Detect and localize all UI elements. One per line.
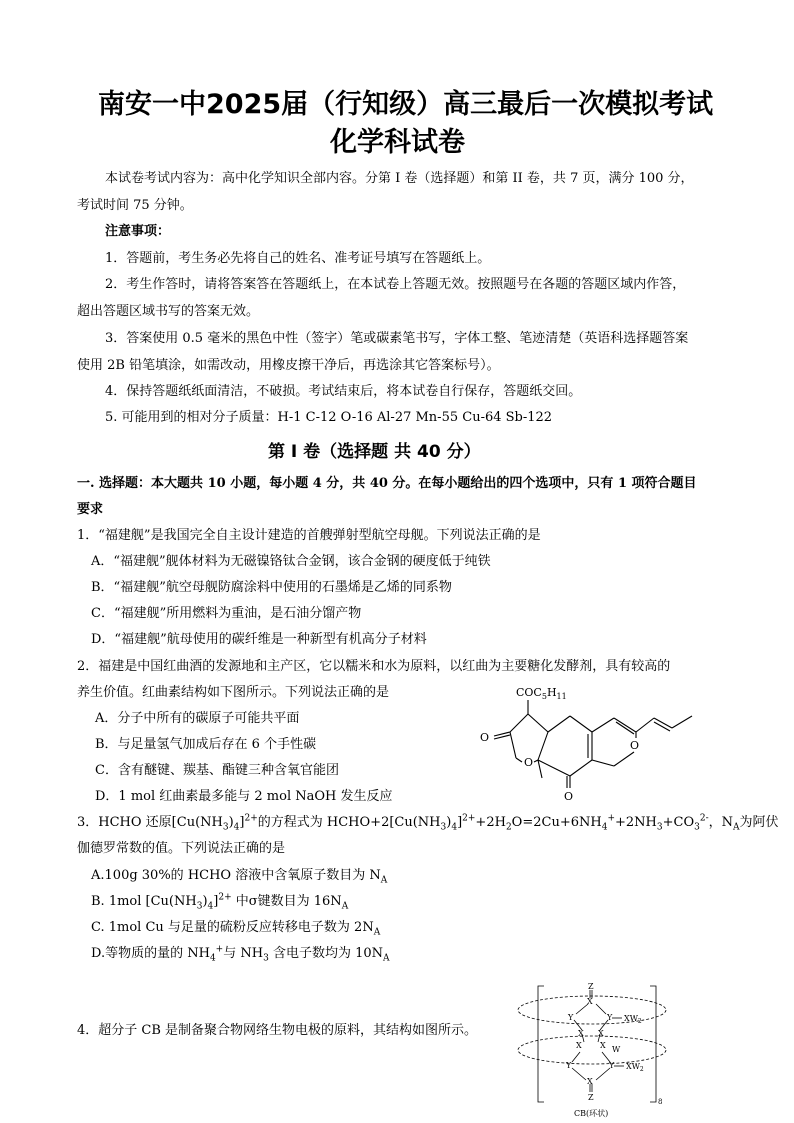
option-a: A．分子中所有的碳原子可能共平面 <box>95 711 300 726</box>
atom-x: X <box>587 997 593 1006</box>
option-b: B．“福建舰”航空母舰防腐涂料中使用的石墨烯是乙烯的同系物 <box>91 580 452 595</box>
question-stem: 3．HCHO 还原$[Cu(NH_3)_4]^{2+}$的方程式为 $HCHO+2[Cu(NH_3)_4]^{2+}+2H_2O=2Cu+6NH_4^++2NH_3+CO_3^{2-}$，$N_A$为阿伏 <box>77 813 779 833</box>
atom-z: Z <box>588 1093 594 1102</box>
atom-x: X <box>587 1077 593 1086</box>
atom-label-o: O <box>630 739 640 752</box>
intro-line: 本试卷考试内容为：高中化学知识全部内容。分第 I 卷（选择题）和第 II 卷，共 7 页，满分 100 分， <box>105 171 694 186</box>
option-b: B. 1mol $[Cu(NH_3)_4]^{2+}$ 中σ键数目为 $16N_A$ <box>91 892 349 912</box>
atom-label-o: O <box>480 731 490 744</box>
substituent-label: $COC_5H_{11}$ <box>516 686 567 701</box>
figure-caption: CB(环状) <box>574 1109 609 1118</box>
section-instructions: 一. 选择题：本大题共 10 小题，每小题 4 分，共 40 分。在每小题给出的四个选项中，只有 1 项符合题目 <box>77 476 697 491</box>
option-b: B．与足量氢气加成后存在 6 个手性碳 <box>95 737 317 752</box>
intro-line: 考试时间 75 分钟。 <box>77 198 193 213</box>
cb-structure-figure <box>512 980 672 1120</box>
molecule-structure <box>470 678 710 808</box>
note-item: 1．答题前，考生务必先将自己的姓名、准考证号填写在答题纸上。 <box>105 251 491 266</box>
note-item: 超出答题区域书写的答案无效。 <box>77 304 260 319</box>
option-d: D.等物质的量的 $NH_4^+$与 $NH_3$ 含电子数均为 $10N_A$ <box>91 944 390 964</box>
section-title: 第 I 卷（选择题 共 40 分） <box>268 442 481 462</box>
atom-y: Y <box>568 1013 574 1022</box>
notes-heading: 注意事项： <box>105 224 171 239</box>
atom-z: Z <box>588 982 594 991</box>
atom-x: X <box>598 1029 604 1038</box>
atom-label-o: O <box>564 790 574 803</box>
page-title: 南安一中2025届（行知级）高三最后一次模拟考试 <box>98 89 714 120</box>
atom-w: W <box>612 1045 621 1054</box>
atom-y: Y <box>566 1061 572 1070</box>
note-item: 5. 可能用到的相对分子质量：H-1 C-12 O-16 Al-27 Mn-55 Cu-64 Sb-122 <box>105 410 553 425</box>
option-a: A.100g 30%的 HCHO 溶液中含氧原子数目为 $N_A$ <box>91 868 388 886</box>
option-c: C．含有醚键、羰基、酯键三种含氧官能团 <box>95 763 339 778</box>
atom-y: Y <box>609 1061 615 1070</box>
question-stem: 4．超分子 CB 是制备聚合物网络生物电极的原料，其结构如图所示。 <box>77 1023 478 1038</box>
note-item: 3．答案使用 0.5 毫米的黑色中性（签字）笔或碳素笔书写，字体工整、笔迹清楚（英语科选择题答案 <box>105 331 689 346</box>
repeat-count: 8 <box>658 1098 663 1106</box>
atom-xw2: $XW_2$ <box>626 1062 644 1073</box>
atom-y: Y <box>607 1013 613 1022</box>
question-stem: 养生价值。红曲素结构如下图所示。下列说法正确的是 <box>77 685 390 700</box>
option-a: A．“福建舰”舰体材料为无磁镍铬钛合金钢，该合金钢的硬度低于纯铁 <box>91 554 491 569</box>
option-d: D．1 mol 红曲素最多能与 2 mol NaOH 发生反应 <box>95 789 393 804</box>
note-item: 使用 2B 铅笔填涂，如需改动，用橡皮擦干净后，再选涂其它答案标号）。 <box>77 358 500 373</box>
atom-x: X <box>576 1041 582 1050</box>
atom-x: X <box>578 1029 584 1038</box>
option-c: C．“福建舰”所用燃料为重油，是石油分馏产物 <box>91 606 362 621</box>
note-item: 4．保持答题纸纸面清洁，不破损。考试结束后，将本试卷自行保存，答题纸交回。 <box>105 384 582 399</box>
atom-xw2: $XW_2$ <box>624 1014 642 1025</box>
question-stem: 1．“福建舰”是我国完全自主设计建造的首艘弹射型航空母舰。下列说法正确的是 <box>77 528 541 543</box>
atom-label-o: O <box>524 756 534 769</box>
option-d: D．“福建舰”航母使用的碳纤维是一种新型有机高分子材料 <box>91 632 427 647</box>
page-subtitle: 化学科试卷 <box>330 127 465 158</box>
option-c: C. 1mol Cu 与足量的硫粉反应转移电子数为 $2N_A$ <box>91 920 381 938</box>
section-instructions: 要求 <box>77 502 104 517</box>
atom-x: X <box>600 1041 606 1050</box>
question-stem: 伽德罗常数的值。下列说法正确的是 <box>77 841 286 856</box>
question-stem: 2．福建是中国红曲酒的发源地和主产区，它以糯米和水为原料，以红曲为主要糖化发酵剂，具有较高的 <box>77 659 671 674</box>
note-item: 2．考生作答时，请将答案答在答题纸上，在本试卷上答题无效。按照题号在各题的答题区域内作答， <box>105 277 686 292</box>
